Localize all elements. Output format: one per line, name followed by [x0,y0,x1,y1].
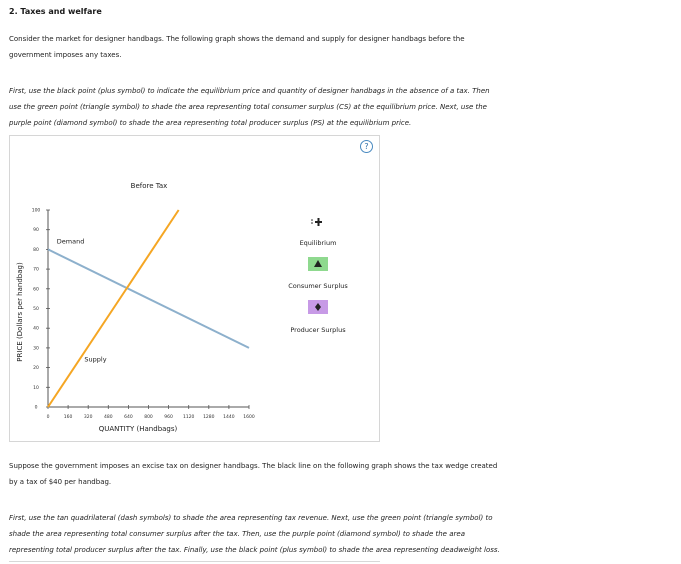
y-tick-label: 40 [33,326,39,332]
y-tick-label: 50 [33,307,39,312]
x-tick-label: 1600 [243,415,255,420]
followup-line-1: Suppose the government imposes an excise tax on designer handbags. The black line on the following graph shows the tax wedge created [9,462,498,470]
intro-line-1: Consider the market for designer handbags. The following graph shows the demand and supply for designer handbags before the [9,35,465,43]
supply-curve-label: Supply [84,355,107,364]
tool-producer-surplus[interactable] [290,300,346,334]
y-tick-label: 80 [33,247,39,253]
x-tick-label: 1440 [223,415,235,420]
y-tick-label: 100 [31,208,41,214]
help-icon[interactable]: ? [360,140,373,153]
plus-icon[interactable] [311,218,322,226]
followup-paragraph [9,458,497,490]
x-tick-label: 1280 [203,415,215,420]
x-tick-label: 160 [63,415,73,420]
graph-panel [9,135,380,442]
section-heading: 2. Taxes and welfare [9,7,102,16]
tool-consumer-surplus[interactable] [288,257,348,290]
tool-equilibrium[interactable] [300,218,337,247]
y-tick-label: 90 [33,228,39,234]
x-tick-label: 320 [83,415,93,420]
instructions2-line-1: First, use the tan quadrilateral (dash symbols) to shade the area representing tax revenue. Next, use the green point (triangle symbol) to [9,514,493,522]
instructions-line-1: First, use the black point (plus symbol) to indicate the equilibrium price and quantity of designer handbags in the absence of a tax. Then [9,87,490,95]
demand-curve[interactable] [48,249,249,348]
x-tick-label: 0 [46,415,50,420]
y-tick-label: 60 [33,287,39,293]
intro-paragraph [9,31,465,63]
instructions-line-3: purple point (diamond symbol) to shade the area representing total producer surplus (PS) at the equilibrium price. [9,119,412,127]
diamond-icon[interactable] [308,300,328,314]
instructions-paragraph [9,83,490,131]
y-tick-label: 10 [33,385,39,391]
y-axis-label: PRICE (Dollars per handbag) [16,262,24,362]
instructions2-paragraph [9,510,500,558]
y-tick-label: 30 [33,346,39,352]
x-tick-label: 960 [164,415,173,420]
y-tick-label: 70 [33,267,39,273]
x-axis-label: QUANTITY (Handbags) [98,425,178,433]
followup-line-2: by a tax of $40 per handbag. [9,478,112,486]
instructions-line-2: use the green point (triangle symbol) to shade the area representing total consumer surplus (CS) at the equilibrium price. Next, use the [9,103,487,111]
instructions2-line-2: shade the area representing total consumer surplus after the tax. Then, use the purple point (diamond symbol) to shade the area [9,530,465,538]
chart-title: Before Tax [130,182,168,190]
y-tick-label: 20 [33,366,39,372]
tool-label-consumer-surplus: Consumer Surplus [288,282,348,290]
section-divider [9,561,380,562]
demand-curve-label: Demand [56,237,85,246]
x-tick-label: 800 [144,415,153,420]
x-tick-label: 480 [104,415,113,420]
before-tax-chart[interactable] [10,136,379,441]
triangle-icon[interactable] [308,257,328,271]
intro-line-2: government imposes any taxes. [9,51,122,59]
y-tick-label: 0 [34,405,38,411]
tool-label-equilibrium: Equilibrium [299,239,337,247]
instructions2-line-3: representing total producer surplus after the tax. Finally, use the black point (plus symbol) to shade the area representing deadweight loss. [9,546,500,554]
x-tick-label: 640 [124,415,133,420]
x-tick-label: 1120 [182,415,195,420]
tool-label-producer-surplus: Producer Surplus [290,326,346,334]
